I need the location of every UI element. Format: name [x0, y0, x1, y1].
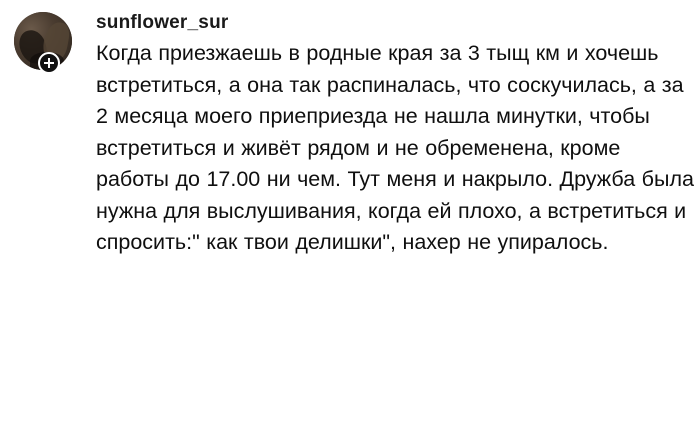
- plus-icon[interactable]: [38, 52, 60, 74]
- avatar[interactable]: [14, 12, 74, 72]
- post-content: [96, 12, 694, 259]
- post-body-text: Когда приезжаешь в родные края за 3 тыщ км и хочешь встретиться, а она так распиналась, что соскучилась, а за 2 месяца моего приеприезда не нашла минутки, чтобы встретиться и живёт рядом и не обременена, кроме работы до 17.00 ни чем. Тут меня и накрыло. Дружба была нужна для выслушивания, когда ей плохо, а встретиться и спросить:" как твои делишки", нахер не упиралось.: [96, 41, 694, 254]
- post-username[interactable]: sunflower_sur: [96, 12, 229, 33]
